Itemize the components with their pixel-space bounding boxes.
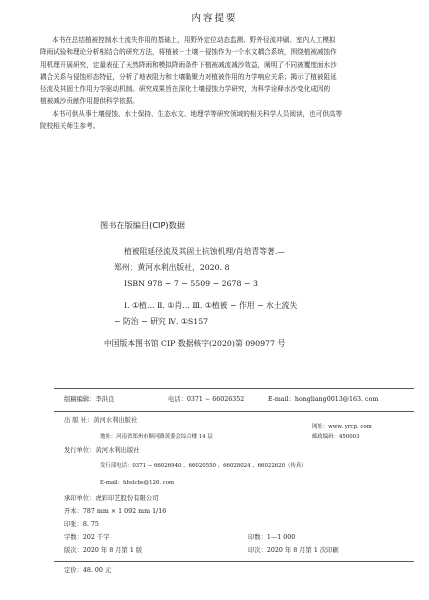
summary-line: 本书在总结植被控制水土流失作用的基础上，用野外定位动态监测、野外径流冲刷、室内人工模拟	[52, 36, 336, 44]
divider	[54, 388, 414, 389]
summary-paragraph-1	[40, 34, 400, 108]
publisher-address: 地址：河南省郑州市顺河路黄委会综合楼 14 层	[100, 434, 213, 440]
format-label: 开本：787 mm × 1 092 mm 1/16	[64, 508, 167, 515]
distributor-email: E-mail：hhslcbs@126. com	[100, 480, 175, 486]
page-title: 内容提要	[191, 13, 238, 24]
summary-line: 耦合关系与侵蚀形态特征，分析了地表阻力和土壤黏聚力对植被作用的力学响应关系；揭示了植被阻延	[40, 72, 337, 81]
divider	[54, 561, 414, 562]
words-label: 字数：202 千字	[64, 534, 110, 541]
summary-line: 降雨试验和理论分析相结合的研究方法，将植被－土壤－侵蚀作为一个水文耦合系统，围绕植被减蚀作	[40, 48, 337, 57]
edition-label: 版次：2020 年 8 月第 1 版	[64, 547, 143, 554]
cip-line: Ⅰ. ①植… Ⅱ. ①肖… Ⅲ. ①植被 − 作用 − 水土流失	[124, 301, 298, 310]
cip-line: ISBN 978 − 7 − 5509 − 2678 − 3	[124, 279, 258, 288]
impression-label: 印次：2020 年 8 月第 1 次印刷	[248, 547, 339, 554]
distributor-phone: 发行部电话：0371 − 66026940 、66020550 、66028024 、66022620（传真）	[100, 463, 307, 469]
cip-line: − 防治 − 研究 Ⅳ. ①S157	[114, 317, 209, 326]
publisher-label: 出 版 社：黄河水利出版社	[64, 417, 138, 424]
printer-label: 承印单位：虎彩印艺股份有限公司	[64, 495, 159, 502]
editor-label: 组稿编辑：李洪良	[64, 396, 115, 403]
cip-heading: 图书在版编目(CIP)数据	[100, 220, 185, 230]
summary-paragraph-2	[40, 108, 400, 133]
summary-line: 植被减沙贡献作用提供科学依据。	[40, 97, 139, 106]
summary-line: 用机理开展研究，定量表征了天然降雨和模拟降雨条件下植被减流减沙效益，阐明了不同被覆度面水沙	[40, 60, 337, 69]
editor-email: E-mail：hongliang0013@163. com	[268, 396, 379, 403]
price-label: 定价：48. 00 元	[64, 567, 112, 574]
divider	[54, 411, 414, 412]
cip-block	[104, 244, 298, 352]
cip-line: 郑州：黄河水利出版社，2020. 8	[114, 263, 230, 272]
sheets-label: 印张：8. 75	[64, 521, 99, 528]
summary-line: 径流及其固土作用力学驱动机制。研究成果旨在深化土壤侵蚀力学研究，为科学诠释水沙变化成因的	[40, 85, 331, 94]
summary-line: 本书可供从事土壤侵蚀、水土保持、生态水文、地理学等研究领域的相关科学人员阅读，也可供高等	[52, 110, 343, 118]
cip-line: 植被阻延径流及其固土抗蚀机理/肖培青等著.—	[124, 247, 286, 256]
cip-line: 中国版本图书馆 CIP 数据核字(2020)第 090977 号	[104, 339, 286, 348]
print-run-label: 印数：1—1 000	[248, 534, 296, 541]
publisher-postcode: 邮政编码：450003	[312, 434, 360, 440]
distributor-label: 发行单位：黄河水利出版社	[64, 447, 140, 454]
publisher-website: 网址：www. yrcp. com	[312, 424, 372, 430]
summary-line: 院校相关师生参考。	[40, 122, 100, 131]
editor-phone: 电话：0371 − 66026352	[168, 396, 245, 403]
